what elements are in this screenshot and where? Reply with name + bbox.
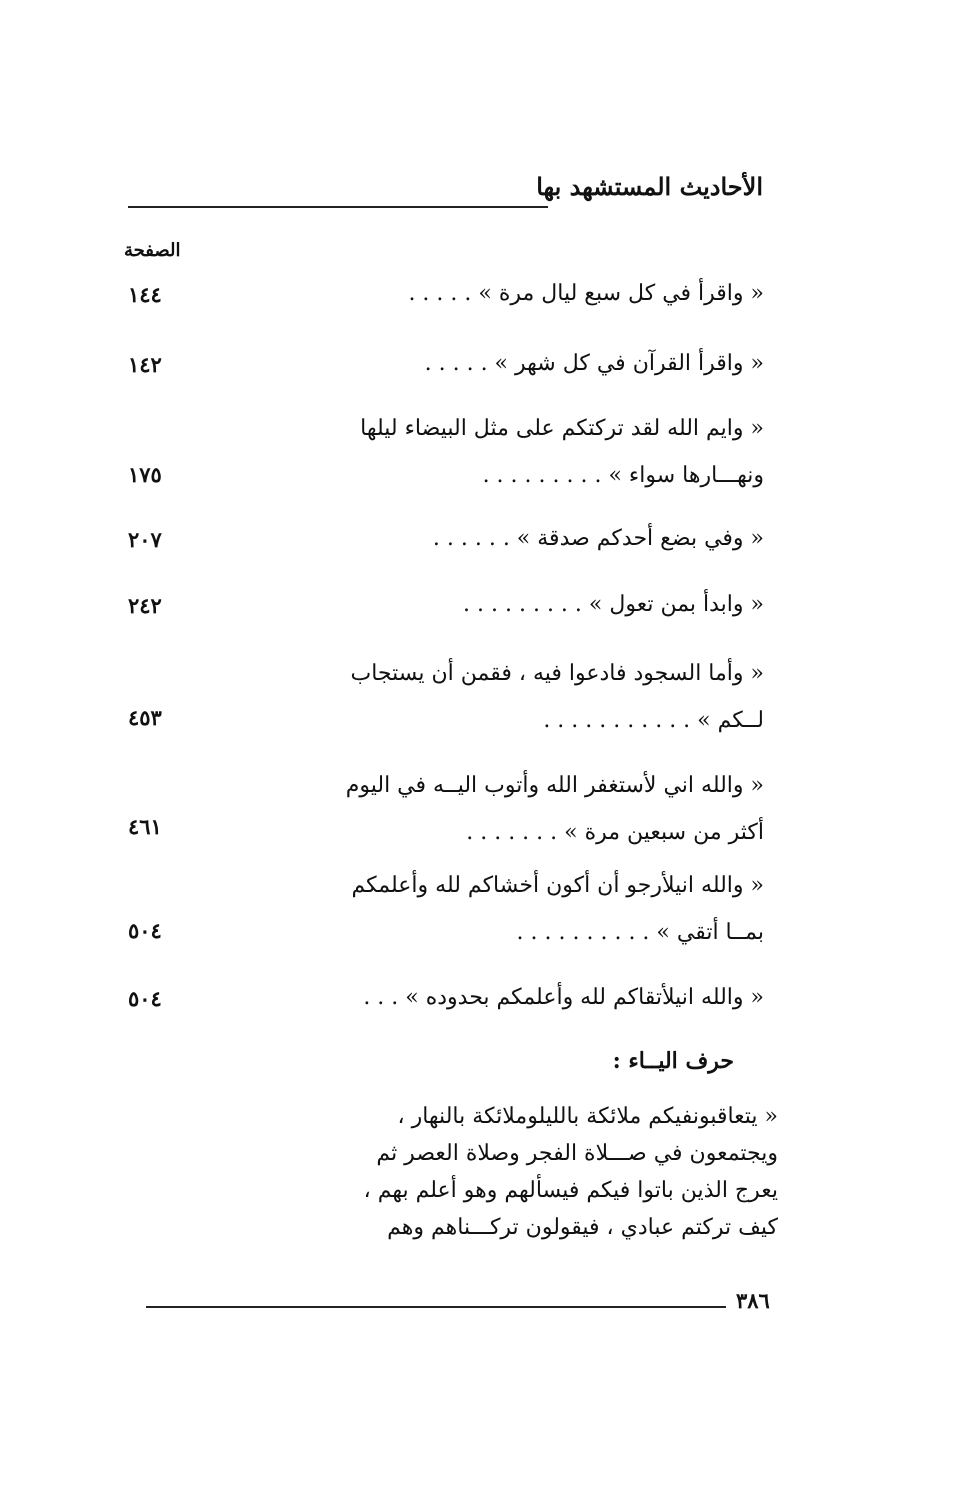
- hadith-entry: [324, 340, 764, 387]
- hadith-line: « واقرأ في كل سبع ليال مرة » . . . . .: [408, 281, 764, 306]
- hadith-line: « والله انيلأرجو أن أكون أخشاكم لله وأعلمكم: [351, 873, 764, 898]
- hadith-line: « وابدأ بمن تعول » . . . . . . . . .: [463, 592, 764, 617]
- page-reference: ٥٠٤: [128, 918, 162, 943]
- hadith-entry: [324, 650, 764, 744]
- section-heading: حرف اليــاء :: [612, 1048, 734, 1074]
- paragraph-line: يعرج الذين باتوا فيكم فيسألهم وهو أعلم بهم ،: [363, 1178, 778, 1203]
- hadith-paragraph: [318, 1098, 778, 1246]
- page-column-label: الصفحة: [124, 240, 181, 261]
- hadith-line: « والله انيلأتقاكم لله وأعلمكم بحدوده » . . .: [363, 985, 764, 1010]
- hadith-entry: [324, 581, 764, 628]
- running-header: الأحاديث المستشهد بها: [536, 172, 763, 201]
- page-reference: ٤٦١: [128, 814, 162, 839]
- page-reference: ١٤٤: [128, 282, 162, 307]
- hadith-line: بمــا أتقي » . . . . . . . . . .: [516, 920, 764, 945]
- hadith-line: ونهـــارها سواء » . . . . . . . . .: [482, 463, 764, 488]
- page-reference: ١٧٥: [128, 462, 162, 487]
- hadith-entry: [324, 974, 764, 1021]
- hadith-line: « وأما السجود فادعوا فيه ، فقمن أن يستجاب: [350, 661, 764, 686]
- hadith-entry: [324, 515, 764, 562]
- hadith-line: لــكم » . . . . . . . . . . .: [543, 708, 764, 733]
- hadith-entry: [324, 270, 764, 317]
- footer-rule: [146, 1306, 726, 1308]
- page-reference: ٤٥٣: [128, 705, 162, 730]
- page-number: ٣٨٦: [736, 1288, 770, 1313]
- paragraph-line: ويجتمعون في صـــلاة الفجر وصلاة العصر ثم: [376, 1141, 778, 1166]
- hadith-line: أكثر من سبعين مرة » . . . . . . .: [466, 820, 764, 845]
- hadith-entry: [324, 862, 764, 956]
- hadith-entry: [324, 762, 764, 856]
- paragraph-line: « يتعاقبونفيكم ملائكة بالليلوملائكة بالنهار ،: [397, 1104, 778, 1129]
- paragraph-line: كيف تركتم عبادي ، فيقولون تركـــناهم وهم: [387, 1215, 778, 1240]
- header-rule: [128, 206, 548, 208]
- page-reference: ٢٤٢: [128, 593, 162, 618]
- hadith-line: « واقرأ القرآن في كل شهر » . . . . .: [424, 351, 764, 376]
- hadith-entry: [324, 405, 764, 499]
- hadith-line: « وفي بضع أحدكم صدقة » . . . . . .: [432, 526, 764, 551]
- hadith-line: « وايم الله لقد تركتكم على مثل البيضاء ليلها: [360, 416, 764, 441]
- page-reference: ١٤٢: [128, 352, 162, 377]
- page-reference: ٥٠٤: [128, 986, 162, 1011]
- hadith-line: « والله اني لأستغفر الله وأتوب اليــه في اليوم: [345, 773, 764, 798]
- page-reference: ٢٠٧: [128, 527, 162, 552]
